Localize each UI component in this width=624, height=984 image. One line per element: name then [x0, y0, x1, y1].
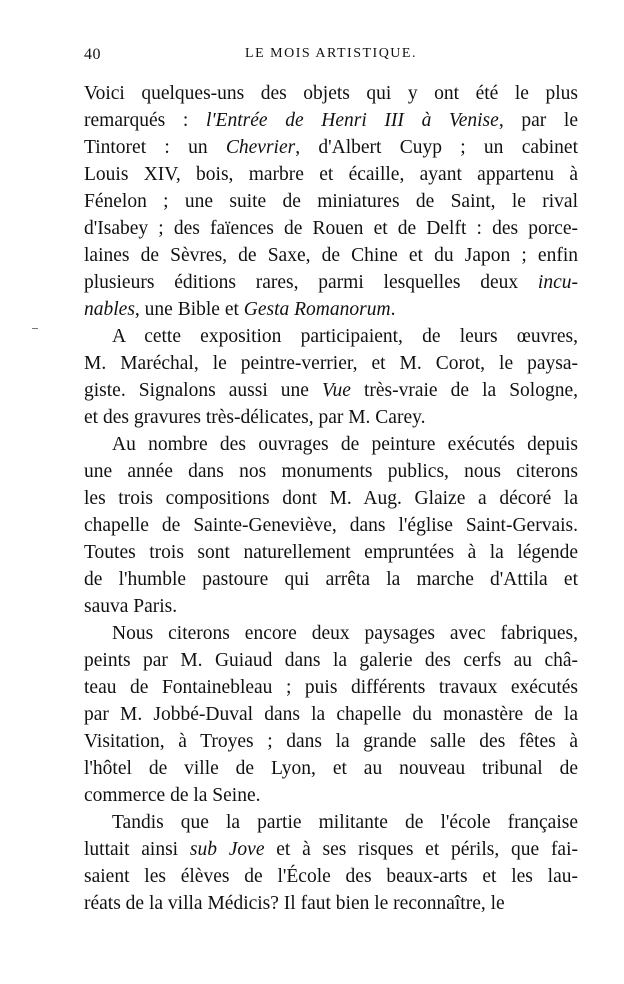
text-run: par M. Jobbé-Duval dans la chapelle du monastère de la	[84, 704, 578, 725]
text-line	[84, 809, 578, 836]
text-line	[84, 323, 578, 350]
text-run: Tandis que la partie militante de l'école française	[112, 812, 578, 833]
text-line	[84, 404, 578, 431]
running-title: LE MOIS ARTISTIQUE.	[245, 46, 417, 61]
text-run: Visitation, à Troyes ; dans la grande salle des fêtes à	[84, 731, 578, 752]
text-line	[84, 242, 578, 269]
text-line	[84, 566, 578, 593]
text-run: teau de Fontainebleau ; puis différents travaux exécutés	[84, 677, 578, 698]
text-line	[84, 134, 578, 161]
text-run: Toutes trois sont naturellement empruntées à la légende	[84, 542, 578, 563]
italic-text: nables	[84, 299, 135, 320]
text-run: sauva Paris.	[84, 596, 178, 617]
text-run: commerce de la Seine.	[84, 785, 261, 806]
text-run: , d'Albert Cuyp ; un cabinet	[295, 137, 578, 158]
body-text	[84, 80, 578, 917]
text-run: Nous citerons encore deux paysages avec fabriques,	[112, 623, 578, 644]
italic-text: Chevrier	[225, 137, 296, 158]
text-line	[84, 485, 578, 512]
text-run: , par le	[498, 110, 578, 131]
text-run: réats de la villa Médicis? Il faut bien le reconnaître, le	[84, 893, 505, 914]
text-line	[84, 890, 578, 917]
text-line	[84, 269, 578, 296]
text-line	[84, 215, 578, 242]
text-run: Voici quelques-uns des objets qui y ont été le plus	[84, 83, 578, 104]
text-run: remarqués :	[84, 110, 206, 131]
italic-text: l'Entrée de Henri III à Venise	[205, 110, 499, 131]
text-line	[84, 863, 578, 890]
text-run: , une Bible et	[134, 299, 244, 320]
text-run: giste. Signalons aussi une	[84, 380, 323, 401]
paragraph	[84, 620, 578, 809]
text-line	[84, 377, 578, 404]
text-line	[84, 188, 578, 215]
text-run: très-vraie de la Sologne,	[350, 380, 578, 401]
text-run: luttait ainsi	[84, 839, 190, 860]
text-line	[84, 512, 578, 539]
text-line	[84, 350, 578, 377]
text-line	[84, 296, 578, 323]
text-line	[84, 458, 578, 485]
page-number: 40	[84, 46, 101, 63]
italic-text: incu-	[537, 272, 578, 293]
text-run: l'hôtel de ville de Lyon, et au nouveau tribunal de	[84, 758, 578, 779]
text-line	[84, 620, 578, 647]
paragraph	[84, 80, 578, 323]
text-run: laines de Sèvres, de Saxe, de Chine et du Japon ; enfin	[84, 245, 578, 266]
text-run: Au nombre des ouvrages de peinture exécutés depuis	[112, 434, 578, 455]
margin-mark	[32, 328, 38, 329]
text-line	[84, 539, 578, 566]
text-line	[84, 728, 578, 755]
text-run: et à ses risques et périls, que fai-	[264, 839, 579, 860]
paragraph	[84, 431, 578, 620]
text-run: de l'humble pastoure qui arrêta la marche d'Attila et	[84, 569, 578, 590]
text-line	[84, 593, 578, 620]
text-line	[84, 674, 578, 701]
paragraph	[84, 809, 578, 917]
text-run: Tintoret : un	[84, 137, 226, 158]
paragraph	[84, 323, 578, 431]
text-run: Fénelon ; une suite de miniatures de Saint, le rival	[84, 191, 578, 212]
text-line	[84, 647, 578, 674]
text-run: Louis XIV, bois, marbre et écaille, ayant appartenu à	[84, 164, 578, 185]
text-run: et des gravures très-délicates, par M. Carey.	[84, 407, 426, 428]
italic-text: sub Jove	[189, 839, 265, 860]
text-line	[84, 161, 578, 188]
text-line	[84, 782, 578, 809]
text-run: M. Maréchal, le peintre-verrier, et M. Corot, le paysa-	[84, 353, 578, 374]
text-line	[84, 107, 578, 134]
text-line	[84, 701, 578, 728]
text-run: .	[390, 299, 396, 320]
italic-text: Vue	[322, 380, 351, 401]
text-run: chapelle de Sainte-Geneviève, dans l'église Saint-Gervais.	[84, 515, 578, 536]
text-run: saient les élèves de l'École des beaux-arts et les lau-	[84, 866, 578, 887]
text-run: A cette exposition participaient, de leurs œuvres,	[112, 326, 578, 347]
text-line	[84, 755, 578, 782]
text-run: plusieurs éditions rares, parmi lesquelles deux	[84, 272, 538, 293]
text-run: une année dans nos monuments publics, nous citerons	[84, 461, 578, 482]
text-run: les trois compositions dont M. Aug. Glaize a décoré la	[84, 488, 578, 509]
text-run: d'Isabey ; des faïences de Rouen et de Delft : des porce-	[84, 218, 578, 239]
text-line	[84, 836, 578, 863]
text-line	[84, 431, 578, 458]
italic-text: Gesta Romanorum	[243, 299, 391, 320]
text-line	[84, 80, 578, 107]
page-header	[84, 46, 578, 68]
text-run: peints par M. Guiaud dans la galerie des cerfs au châ-	[84, 650, 578, 671]
